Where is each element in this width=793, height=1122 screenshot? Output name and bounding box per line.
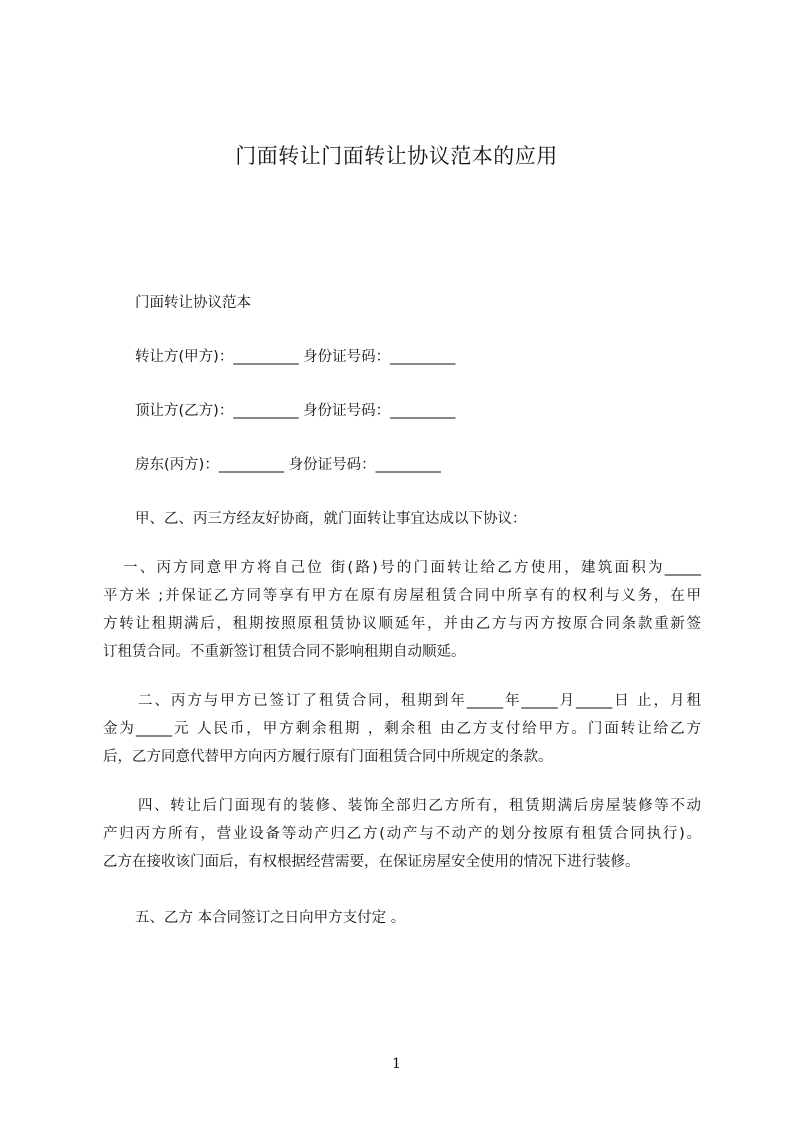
party-transferor-line: 转让方(甲方)：_________ 身份证号码：_________ xyxy=(135,349,456,365)
clause-1-line: 方转让租期满后，租期按照原租赁协议顺延年，并由乙方与丙方按原合同条款重新签 xyxy=(103,616,701,632)
clause-5: 五、乙方 本合同签订之日向甲方支付定 。 xyxy=(135,910,406,926)
clause-1 xyxy=(103,554,701,666)
clause-4-line: 产归丙方所有，营业设备等动产归乙方(动产与不动产的划分按原有租赁合同执行)。 xyxy=(103,826,701,842)
clause-1-line: 平方米 ;并保证乙方同等享有甲方在原有房屋租赁合同中所享有的权利与义务，在甲 xyxy=(103,588,701,604)
clause-1-line: 一、丙方同意甲方将自己位 街(路)号的门面转让给乙方使用，建筑面积为_____ xyxy=(123,560,701,576)
clause-4-line: 四、转让后门面现有的装修、装饰全部归乙方所有，租赁期满后房屋装修等不动 xyxy=(138,798,701,814)
clause-2 xyxy=(103,687,701,771)
page-number: 1 xyxy=(392,1056,401,1072)
intro-paragraph: 甲、乙、丙三方经友好协商，就门面转让事宜达成以下协议： xyxy=(135,511,527,527)
clause-1-line: 订租赁合同。不重新签订租赁合同不影响租期自动顺延。 xyxy=(103,644,466,660)
party-transferee-line: 顶让方(乙方)：_________ 身份证号码：_________ xyxy=(135,403,456,419)
clause-4 xyxy=(103,792,701,876)
clause-2-line: 二、丙方与甲方已签订了租赁合同，租期到年_____年_____月_____日 止，月租 xyxy=(138,693,701,709)
document-title: 门面转让门面转让协议范本的应用 xyxy=(235,144,558,168)
clause-2-line: 金为_____元 人民币，甲方剩余租期 ，剩余租 由乙方支付给甲方。门面转让给乙方 xyxy=(103,721,701,737)
clause-4-line: 乙方在接收该门面后，有权根据经营需要，在保证房屋安全使用的情况下进行装修。 xyxy=(103,854,640,870)
party-landlord-line: 房东(丙方)：_________ 身份证号码：_________ xyxy=(135,457,441,473)
document-subtitle: 门面转让协议范本 xyxy=(135,295,251,311)
clause-2-line: 后，乙方同意代替甲方向丙方履行原有门面租赁合同中所规定的条款。 xyxy=(103,749,553,765)
